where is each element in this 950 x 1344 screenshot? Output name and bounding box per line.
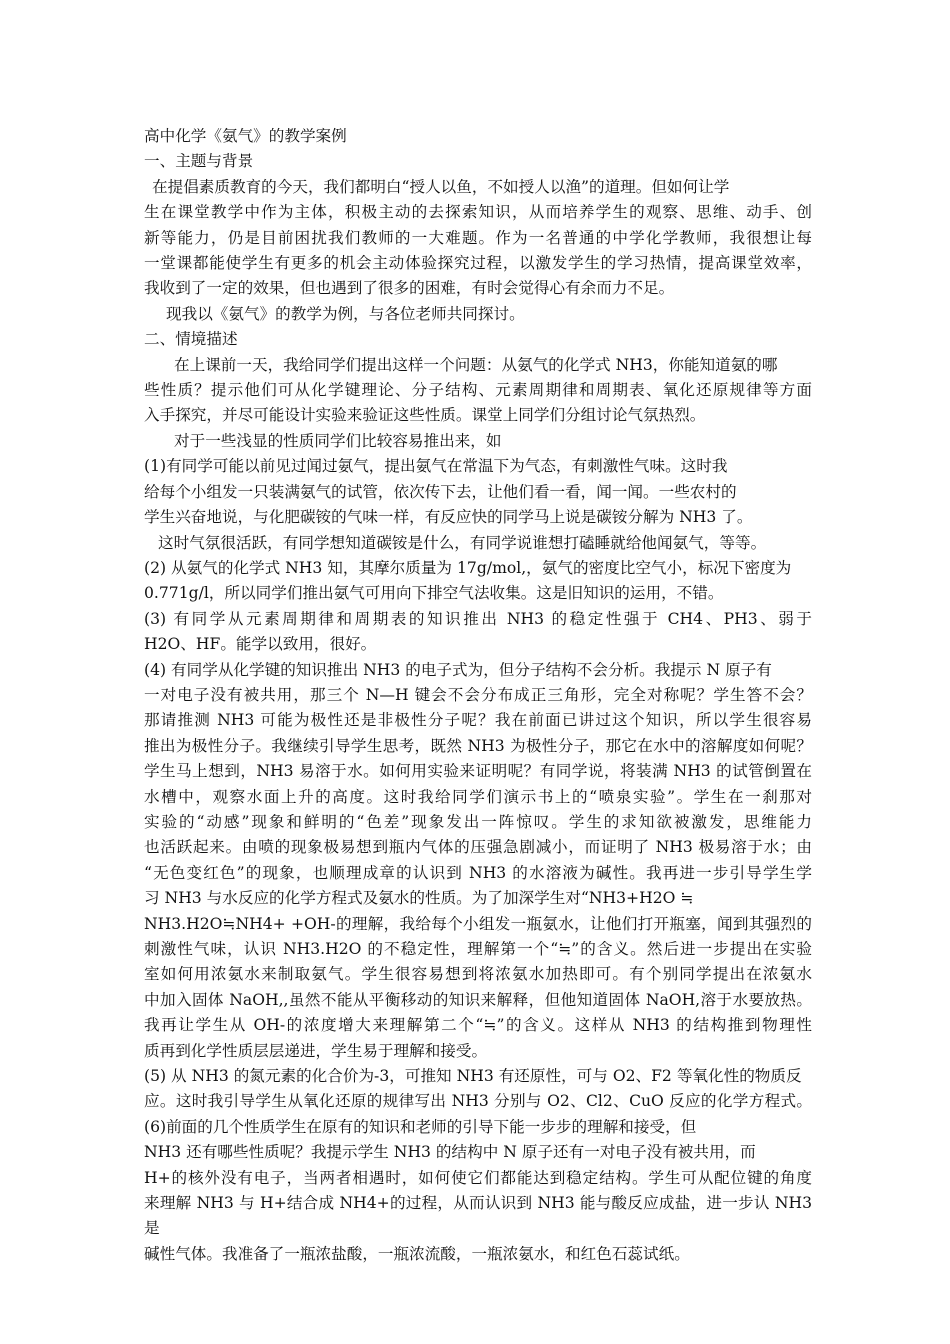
text-line: NH3.H2O≒NH4+ +OH-的理解，我给每个小组发一瓶氨水，让他们打开瓶塞，闻到其强烈的 [144, 914, 812, 933]
text-line: 学生兴奋地说，与化肥碳铵的气味一样，有反应快的同学马上说是碳铵分解为 NH3 了。 [144, 508, 753, 527]
text-line: (4) 有同学从化学键的知识推出 NH3 的电子式为，但分子结构不会分析。我提示 N 原子有 [144, 660, 772, 679]
text-line: 入手探究，并尽可能设计实验来验证这些性质。课堂上同学们分组讨论气氛热烈。 [144, 406, 706, 425]
text-line: 生在课堂教学中作为主体，积极主动的去探索知识，从而培养学生的观察、思维、动手、创 [144, 203, 812, 222]
text-line: 也活跃起来。由喷的现象极易想到瓶内气体的压强急剧减小，而证明了 NH3 极易溶于水；由 [144, 838, 812, 857]
document-body [144, 149, 812, 1267]
text-line: 二、情境描述 [144, 330, 238, 349]
text-line: 对于一些浅显的性质同学们比较容易推出来，如 [174, 431, 502, 450]
text-line: 0.771g/l，所以同学们推出氨气可用向下排空气法收集。这是旧知识的运用，不错。 [144, 584, 724, 603]
text-line: 碱性气体。我准备了一瓶浓盐酸，一瓶浓流酸，一瓶浓氨水，和红色石蕊试纸。 [144, 1244, 690, 1263]
document-page [144, 124, 812, 1267]
text-line: 学生马上想到，NH3 易溶于水。如何用实验来证明呢？有同学说，将装满 NH3 的试管倒置在 [144, 762, 812, 781]
text-line: (3) 有同学从元素周期律和周期表的知识推出 NH3 的稳定性强于 CH4、PH3、弱于 [144, 609, 812, 628]
text-line: 些性质？提示他们可从化学键理论、分子结构、元素周期律和周期表、氧化还原规律等方面 [144, 381, 812, 400]
text-line: 那请推测 NH3 可能为极性还是非极性分子呢？我在前面已讲过这个知识，所以学生很容易 [144, 711, 812, 730]
text-line: 在上课前一天，我给同学们提出这样一个问题：从氨气的化学式 NH3，你能知道氨的哪 [174, 355, 778, 374]
text-line: (2) 从氨气的化学式 NH3 知，其摩尔质量为 17g/mol,，氨气的密度比空气小，标况下密度为 [144, 558, 792, 577]
text-line: 水槽中，观察水面上升的高度。这时我给同学们演示书上的“喷泉实验”。学生在一刹那对 [144, 787, 812, 806]
text-line: 现我以《氨气》的教学为例，与各位老师共同探讨。 [166, 304, 525, 323]
text-line: 中加入固体 NaOH,,虽然不能从平衡移动的知识来解释，但他知道固体 NaOH,溶于水要放热。 [144, 990, 812, 1009]
text-line: 新等能力，仍是目前困扰我们教师的一大难题。作为一名普通的中学化学教师，我很想让每 [144, 228, 812, 247]
text-line: 我收到了一定的效果，但也遇到了很多的困难，有时会觉得心有余而力不足。 [144, 279, 675, 298]
text-line: NH3 还有哪些性质呢？我提示学生 NH3 的结构中 N 原子还有一对电子没有被共用，而 [144, 1143, 756, 1162]
text-line: “无色变红色”的现象，也顺理成章的认识到 NH3 的水溶液为碱性。我再进一步引导学生学 [144, 863, 812, 882]
text-line: 实验的“动感”现象和鲜明的“色差”现象发出一阵惊叹。学生的求知欲被激发，思维能力 [144, 812, 812, 831]
text-line: 一对电子没有被共用，那三个 N—H 键会不会分布成正三角形，完全对称呢？学生答不会？ [144, 685, 812, 704]
text-line: 推出为极性分子。我继续引导学生思考，既然 NH3 为极性分子，那它在水中的溶解度如何呢？ [144, 736, 812, 755]
text-line: 我再让学生从 OH-的浓度增大来理解第二个“≒”的含义。这样从 NH3 的结构推到物理性 [144, 1016, 812, 1035]
text-line: 给每个小组发一只装满氨气的试管，依次传下去，让他们看一看，闻一闻。一些农村的 [144, 482, 737, 501]
text-line: H2O、HF。能学以致用，很好。 [144, 635, 377, 654]
text-line: 质再到化学性质层层递进，学生易于理解和接受。 [144, 1041, 488, 1060]
text-line: H+的核外没有电子，当两者相遇时，如何使它们都能达到稳定结构。学生可从配位键的角度 [144, 1168, 812, 1187]
text-line: 一堂课都能使学生有更多的机会主动体验探究过程，以激发学生的学习热情，提高课堂效率， [144, 254, 812, 273]
text-line: 刺激性气味，认识 NH3.H2O 的不稳定性，理解第一个“≒”的含义。然后进一步提出在实验 [144, 940, 812, 958]
text-line: (1)有同学可能以前见过闻过氨气，提出氨气在常温下为气态，有刺激性气味。这时我 [144, 457, 728, 476]
text-line: 习 NH3 与水反应的化学方程式及氨水的性质。为了加深学生对“NH3+H2O ≒ [144, 889, 694, 908]
text-line: (6)前面的几个性质学生在原有的知识和老师的引导下能一步步的理解和接受，但 [144, 1117, 697, 1136]
text-line: 这时气氛很活跃，有同学想知道碳铵是什么，有同学说谁想打磕睡就给他闻氨气，等等。 [158, 533, 767, 552]
text-line: 一、主题与背景 [144, 152, 254, 171]
text-line: 来理解 NH3 与 H+结合成 NH4+的过程，从而认识到 NH3 能与酸反应成盐，进一步认 NH3 是 [144, 1194, 812, 1238]
text-line: (5) 从 NH3 的氮元素的化合价为-3，可推知 NH3 有还原性，可与 O2、F2 等氧化性的物质反 [144, 1067, 802, 1086]
text-line: 应。这时我引导学生从氧化还原的规律写出 NH3 分别与 O2、Cl2、CuO 反应的化学方程式。 [144, 1092, 812, 1111]
document-title: 高中化学《氨气》的教学案例 [144, 127, 347, 145]
text-line: 在提倡素质教育的今天，我们都明白“授人以鱼，不如授人以渔”的道理。但如何让学 [152, 177, 730, 196]
text-line: 室如何用浓氨水来制取氨气。学生很容易想到将浓氨水加热即可。有个别同学提出在浓氨水 [144, 965, 812, 984]
